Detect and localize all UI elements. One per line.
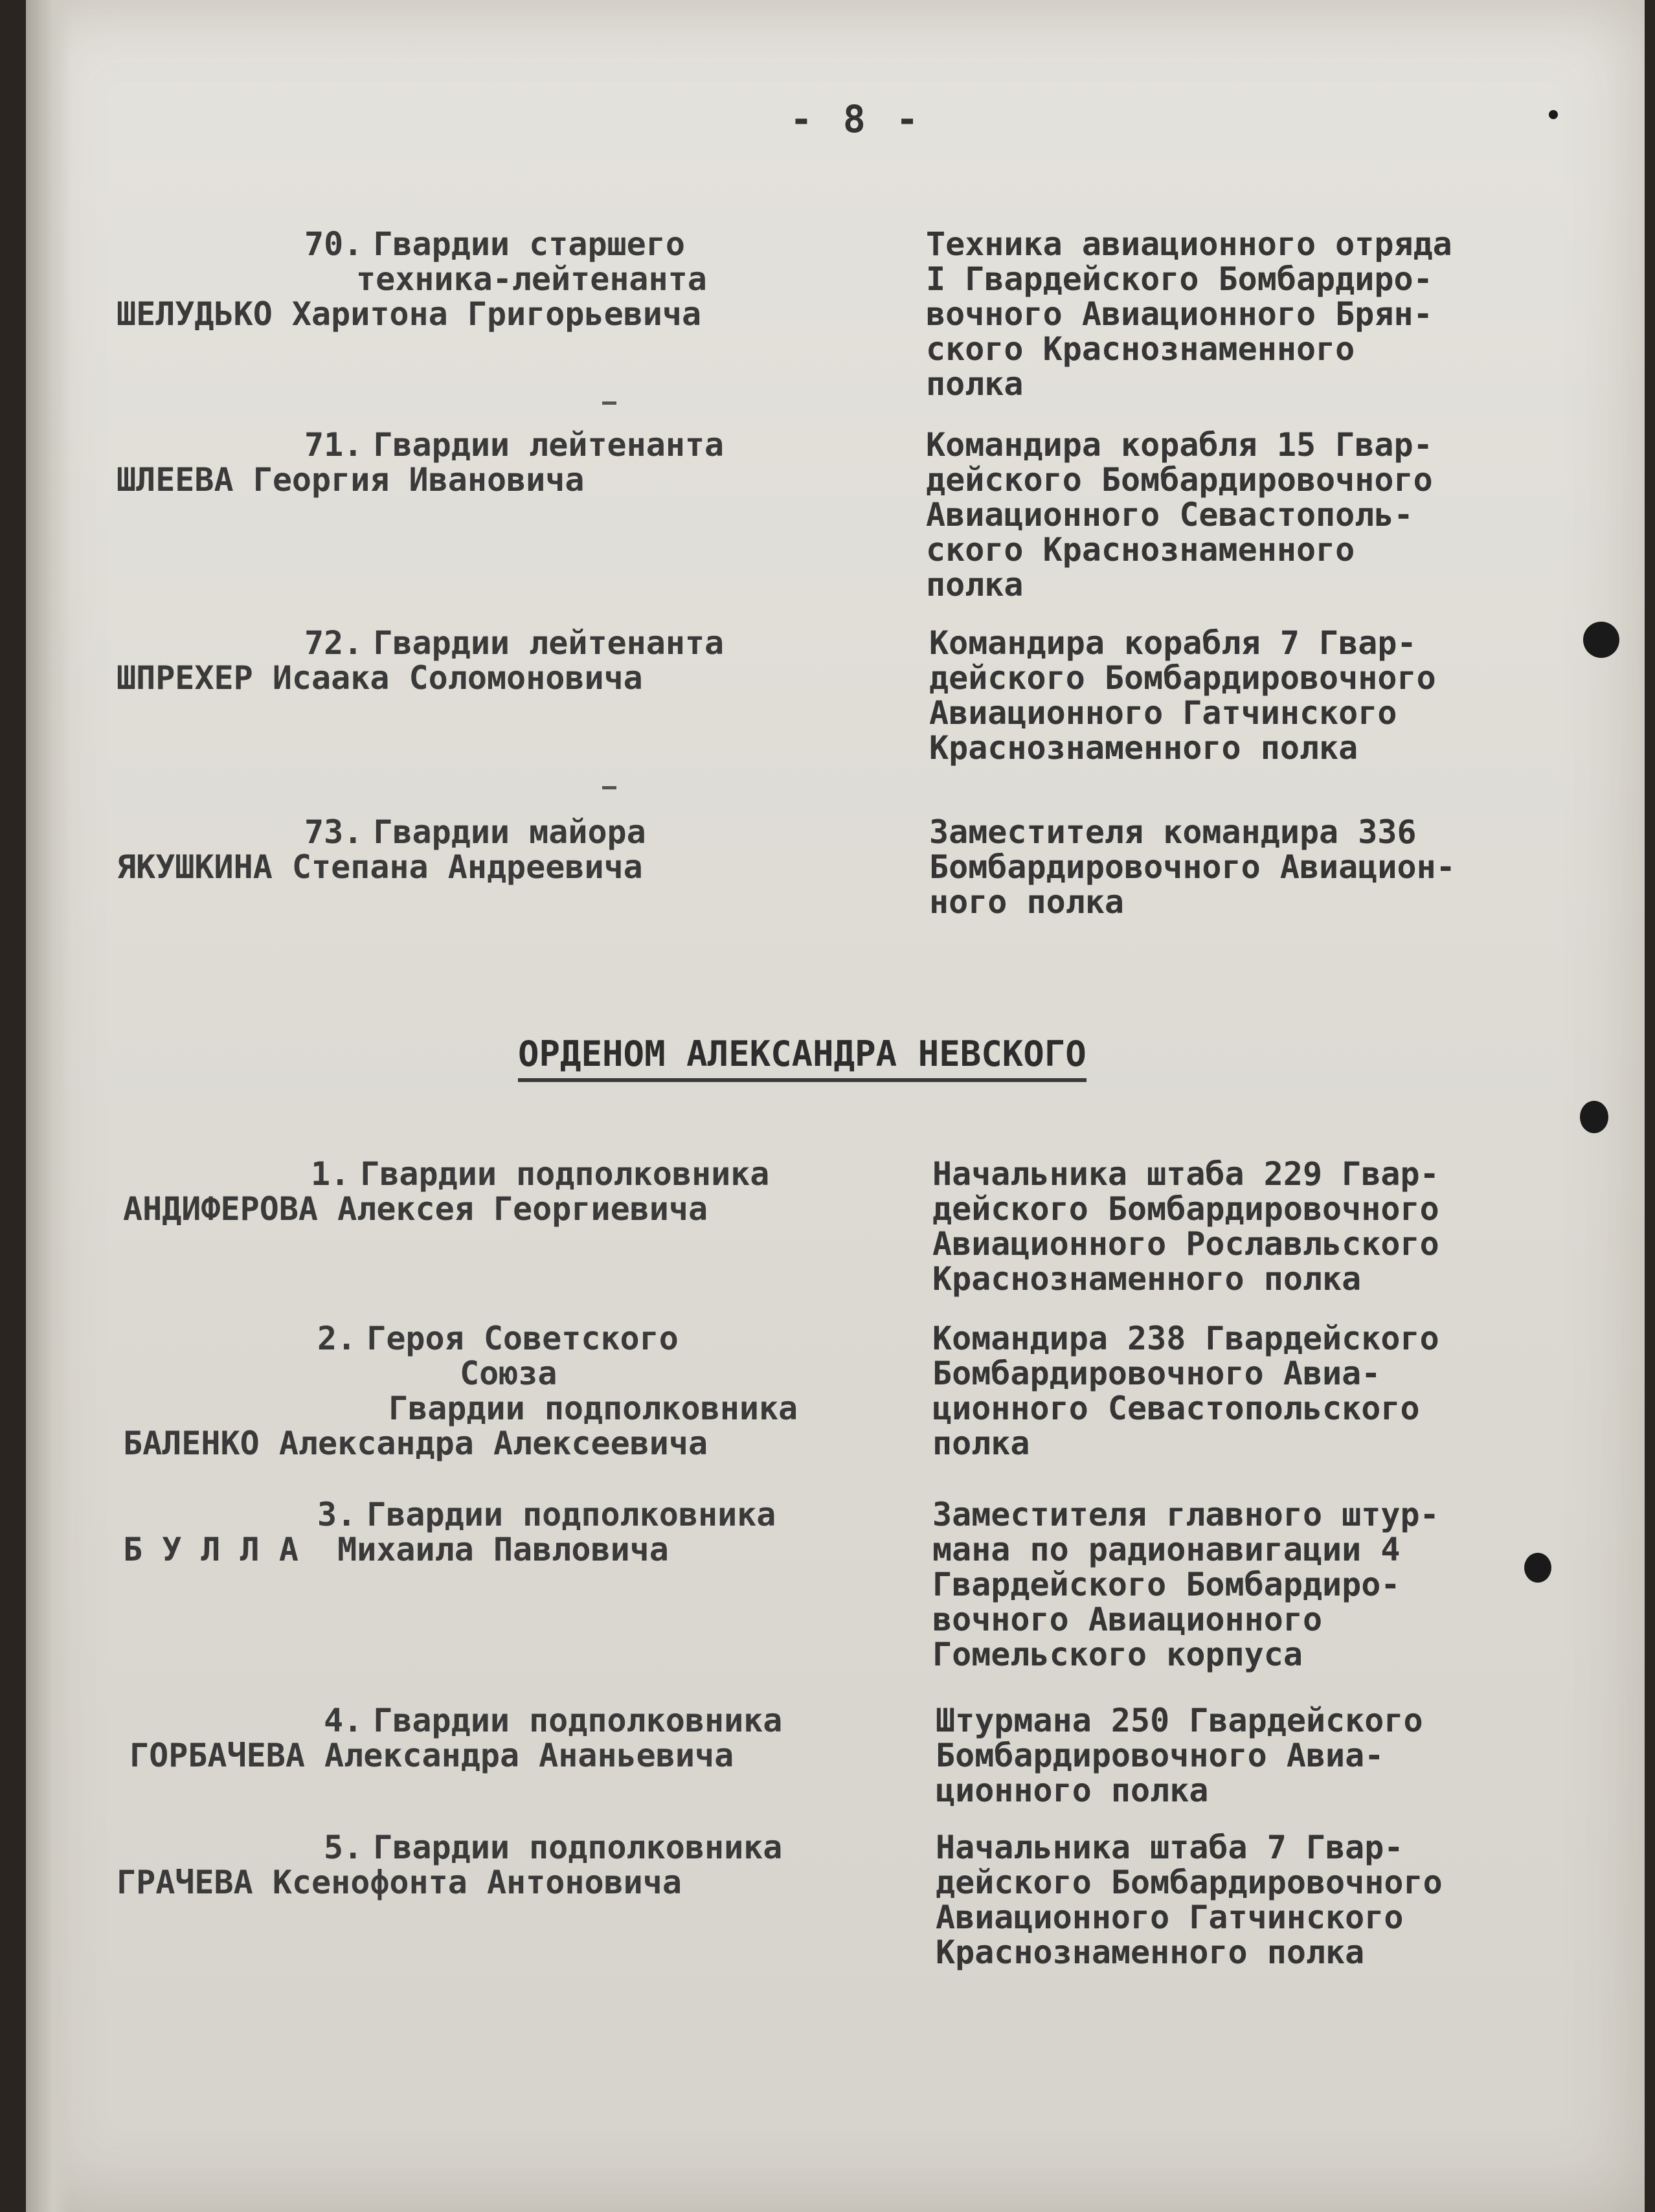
position-line: дейского Бомбардировочного (926, 461, 1433, 499)
position-line: Начальника штаба 229 Гвар- (932, 1155, 1439, 1193)
position-line: Бомбардировочного Авиацион- (929, 848, 1456, 886)
position-line: Авиационного Гатчинского (936, 1899, 1404, 1936)
entry-number: 70. (304, 225, 363, 263)
rank-text: Гвардии лейтенанта (373, 624, 725, 662)
position-line: мана по радионавигации 4 (932, 1531, 1401, 1568)
position-line: дейского Бомбардировочного (936, 1864, 1443, 1901)
rank-line (142, 626, 919, 660)
position-line: полка (926, 365, 1024, 403)
dash-mark (602, 786, 616, 789)
recipient-block (129, 1702, 919, 1774)
rank-text: Гвардии подполковника (373, 1702, 783, 1739)
position-line: полка (932, 1425, 1030, 1462)
position-line: ционного полка (936, 1772, 1209, 1809)
recipient-name: ШПРЕХЕР Исаака Соломоновича (117, 659, 643, 697)
entry-number: 71. (304, 426, 363, 464)
position-line: Бомбардировочного Авиа- (932, 1355, 1381, 1392)
position-line: Бомбардировочного Авиа- (936, 1737, 1384, 1774)
position-line: Начальника штаба 7 Гвар- (936, 1829, 1404, 1866)
ink-spot (1524, 1553, 1551, 1583)
rank-text: Гвардии подполковника (360, 1155, 770, 1193)
recipient-block (117, 225, 919, 333)
recipient-name: ШЕЛУДЬКО Харитона Григорьевича (117, 295, 702, 333)
position-line: ского Краснознаменного (926, 330, 1355, 368)
position-line: Авиационного Севастополь- (926, 496, 1413, 534)
position-line: ского Краснознаменного (926, 531, 1355, 569)
position-line: Гвардейского Бомбардиро- (932, 1566, 1401, 1603)
position-line: дейского Бомбардировочного (932, 1190, 1439, 1228)
rank-text: Гвардии подполковника (373, 1829, 783, 1866)
position-line: Командира корабля 15 Гвар- (926, 426, 1433, 464)
position-line: Краснознаменного полка (932, 1260, 1362, 1298)
rank-line (142, 427, 919, 462)
rank-line (142, 1321, 919, 1356)
position-line: ционного Севастопольского (932, 1390, 1420, 1427)
position-block (932, 1321, 1619, 1461)
position-line: Краснознаменного полка (936, 1934, 1365, 1971)
recipient-name: ГОРБАЧЕВА Александра Ананьевича (129, 1737, 734, 1774)
entry-number: 72. (304, 624, 363, 662)
rank-line (142, 1703, 919, 1738)
rank-text: Гвардии старшего (373, 225, 685, 263)
recipient-name: БАЛЕНКО Александра Алексеевича (123, 1425, 708, 1462)
position-line: Штурмана 250 Гвардейского (936, 1702, 1423, 1739)
entry-number: 73. (304, 813, 363, 851)
position-block (932, 1497, 1619, 1672)
position-line: Авиационного Рославльского (932, 1225, 1439, 1263)
recipient-name: ЯКУШКИНА Степана Андреевича (117, 848, 643, 886)
position-block (929, 815, 1616, 920)
paper-edge-shadow (26, 0, 71, 2212)
ink-spot (1549, 110, 1558, 119)
ink-spot (1583, 622, 1619, 658)
position-block (932, 1157, 1619, 1296)
position-line: Краснознаменного полка (929, 729, 1358, 767)
rank-line: техника-лейтенанта (356, 260, 707, 298)
rank-line (142, 1157, 919, 1191)
entry-number: 4. (324, 1702, 363, 1739)
position-line: вочного Авиационного (932, 1601, 1323, 1638)
recipient-block (117, 1829, 919, 1901)
rank-text: Гвардии майора (373, 813, 646, 851)
position-line: вочного Авиационного Брян- (926, 295, 1433, 333)
rank-line (142, 1497, 919, 1532)
position-block (929, 626, 1616, 765)
position-line: Заместителя командира 336 (929, 813, 1417, 851)
section-heading: ОРДЕНОМ АЛЕКСАНДРА НЕВСКОГО (518, 1033, 1086, 1082)
recipient-block (123, 1155, 919, 1228)
recipient-name: ШЛЕЕВА Георгия Ивановича (117, 461, 585, 499)
rank-text: Гвардии подполковника (366, 1496, 776, 1533)
recipient-name: АНДИФЕРОВА Алексея Георгиевича (123, 1190, 708, 1228)
rank-line (142, 815, 919, 850)
rank-line (142, 1830, 919, 1865)
rank-line (142, 227, 919, 262)
position-line: I Гвардейского Бомбардиро- (926, 260, 1433, 298)
recipient-name: Б У Л Л А Михаила Павловича (123, 1531, 669, 1568)
document-page (26, 0, 1645, 2212)
recipient-name: ГРАЧЕВА Ксенофонта Антоновича (117, 1864, 682, 1901)
rank-text: Героя Советского (366, 1320, 679, 1357)
entry-number: 1. (311, 1155, 350, 1193)
recipient-block (123, 1320, 919, 1462)
position-block (926, 427, 1612, 602)
position-line: Заместителя главного штур- (932, 1496, 1439, 1533)
position-line: дейского Бомбардировочного (929, 659, 1436, 697)
position-block (936, 1830, 1622, 1970)
position-line: Командира 238 Гвардейского (932, 1320, 1439, 1357)
recipient-block (117, 813, 919, 886)
recipient-block (117, 624, 919, 697)
recipient-block (123, 1496, 919, 1568)
entry-number: 5. (324, 1829, 363, 1866)
entry-number: 2. (317, 1320, 357, 1357)
position-block (936, 1703, 1622, 1808)
page-number: - 8 - (790, 97, 923, 141)
entry-number: 3. (317, 1496, 357, 1533)
position-line: Гомельского корпуса (932, 1636, 1303, 1673)
position-line: Командира корабля 7 Гвар- (929, 624, 1417, 662)
position-block (926, 227, 1612, 401)
dash-mark (602, 401, 616, 405)
position-line: ного полка (929, 883, 1125, 921)
ink-spot (1580, 1101, 1608, 1133)
rank-line: Союза (460, 1355, 557, 1392)
position-line: Авиационного Гатчинского (929, 694, 1397, 732)
position-line: Техника авиационного отряда (926, 225, 1452, 263)
rank-text: Гвардии лейтенанта (373, 426, 725, 464)
recipient-block (117, 426, 919, 499)
position-line: полка (926, 566, 1024, 604)
rank-line: Гвардии подполковника (388, 1390, 798, 1427)
